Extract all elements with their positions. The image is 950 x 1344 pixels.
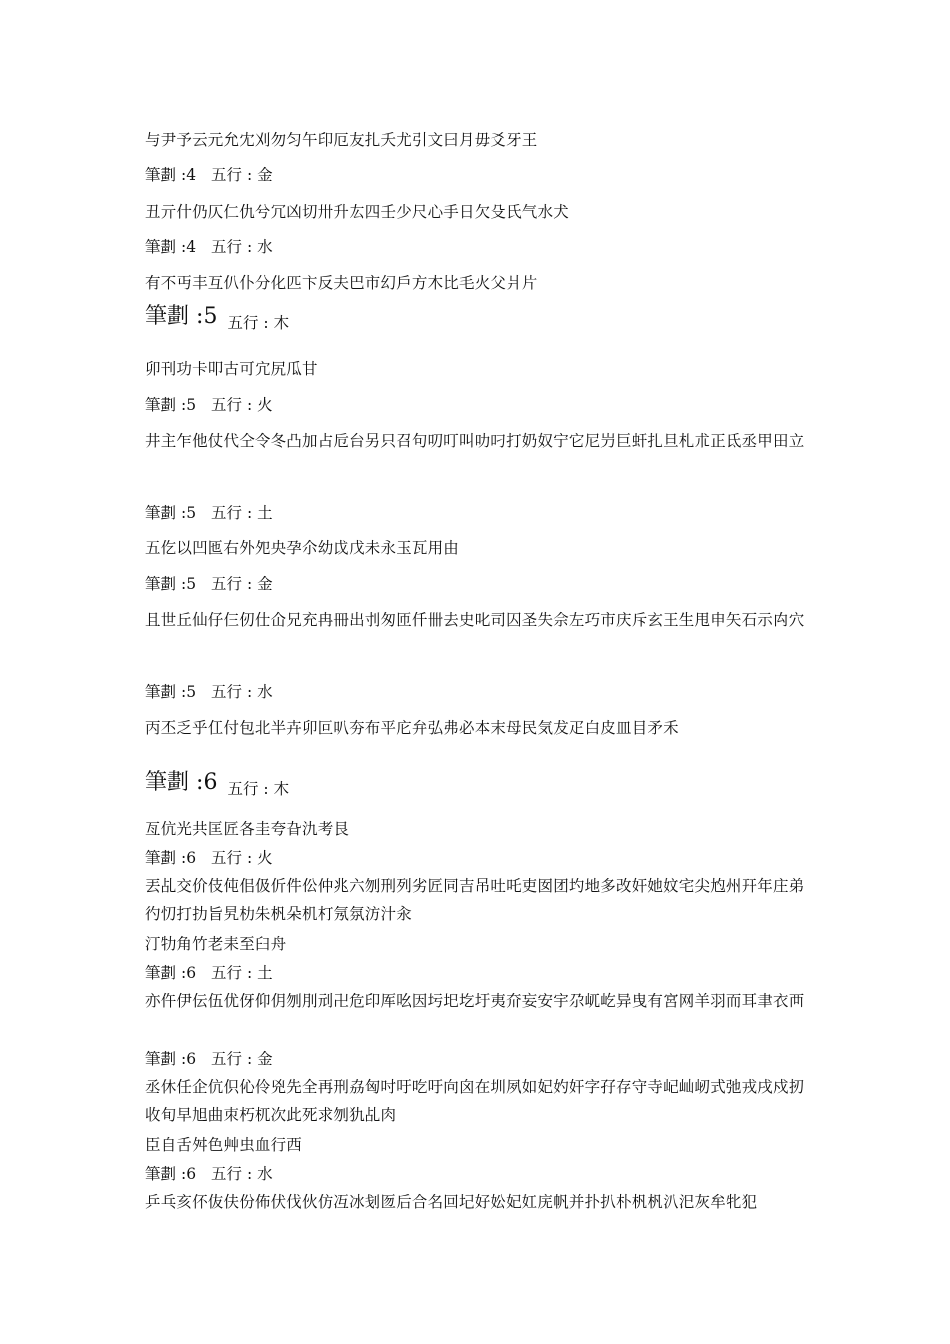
- label-sep: :: [246, 238, 253, 256]
- char-line: 井主乍他仗代仝令冬凸加占卮台另只召句叨叮叫叻叼打奶奴宁它尼屶巨虷扎旦札朮正氐丞甲田立: [145, 432, 805, 450]
- label-sep: :: [246, 166, 253, 184]
- stroke-label: [145, 685, 273, 701]
- char-line: 与尹予云元允冘刈勿匀午印厄友扎夭尤引文曰月毋爻牙王: [145, 131, 538, 149]
- stroke-heading: [145, 304, 290, 332]
- label-elem: 金: [257, 575, 273, 593]
- label-colon: :: [196, 304, 204, 329]
- label-colon: :: [180, 964, 187, 982]
- label-num: 6: [186, 1050, 197, 1068]
- label-bihua: 筆劃: [145, 396, 177, 414]
- label-num: 6: [186, 849, 197, 867]
- label-bihua: 筆劃: [145, 683, 177, 701]
- stroke-label: [145, 240, 273, 256]
- label-sep: :: [246, 849, 253, 867]
- char-line: 丑亓什仍仄仁仇兮冗凶切卅升厷四壬少尺心手日欠殳氏气水犬: [145, 203, 569, 221]
- label-bihua: 筆劃: [145, 238, 177, 256]
- label-wuxing: 五行: [211, 1165, 243, 1183]
- label-num: 6: [186, 964, 197, 982]
- label-colon: :: [180, 504, 187, 522]
- label-sep: :: [246, 964, 253, 982]
- char-line: 亙伉光共匡匠各圭夸旮氿考艮: [145, 820, 350, 838]
- label-sep: :: [246, 683, 253, 701]
- label-bihua: 筆劃: [145, 964, 177, 982]
- label-colon: :: [180, 1165, 187, 1183]
- label-bihua: 筆劃: [145, 166, 177, 184]
- label-elem: 土: [257, 964, 273, 982]
- label-colon: :: [180, 849, 187, 867]
- label-wuxing: 五行: [211, 1050, 243, 1068]
- char-line: 臣自舌舛色艸虫血行西: [145, 1136, 303, 1154]
- label-elem: 火: [257, 849, 273, 867]
- label-wuxing: 五行: [211, 849, 243, 867]
- char-line: 丟乩交价伎伅佀伋伒件伀仲兆六刎刑列劣匠同吉吊吐吒吏囡团圴地多改奸她妏宅尖尥州幵年庄弟彴忉打扐旨旯朸朱杋朵机朾氖氛汸汁汆: [145, 877, 805, 923]
- label-num: 6: [203, 770, 218, 795]
- label-colon: :: [180, 396, 187, 414]
- label-num: 5: [186, 396, 197, 414]
- label-elem: 土: [257, 504, 273, 522]
- stroke-label: [145, 506, 273, 522]
- label-num: 5: [186, 504, 197, 522]
- char-line: 乒乓亥伓伖伕份佈伏伐伙仿冱冰刬匢后合名回圮好妐妃妅庑帆并扑扒朴杋杋汃汜灰牟牝犯: [145, 1193, 758, 1211]
- label-colon: :: [180, 166, 187, 184]
- char-line: 丙丕乏乎仜付包北半卉卯叵叭夯布平庀弁弘弗必本末母民気犮疋白皮皿目矛禾: [145, 719, 679, 737]
- char-line: 丞休任企伉伿伈伶兇先全再刑劦匈吋吁吃吁向囟在圳夙如妃妁奸字孖存守寺屺屾屻式弛戎戌戍扨收旬早旭曲朿朽杌次此死求刎犰乩肉: [145, 1078, 805, 1124]
- label-num: 5: [186, 683, 197, 701]
- label-num: 5: [203, 304, 218, 329]
- label-elem: 水: [257, 1165, 273, 1183]
- stroke-label: [145, 1052, 273, 1068]
- label-bihua: 筆劃: [145, 575, 177, 593]
- label-bihua: 筆劃: [145, 770, 190, 795]
- label-num: 5: [186, 575, 197, 593]
- char-line: 五仡以凹匜右外夗央孕尒幼戉戊未永玉瓦用由: [145, 539, 460, 557]
- label-sep: :: [246, 504, 253, 522]
- stroke-label: [145, 851, 273, 867]
- char-line: 卯刊功卡叩古可宂尻瓜甘: [145, 360, 318, 378]
- label-bihua: 筆劃: [145, 304, 190, 329]
- stroke-label: [145, 966, 273, 982]
- label-elem: 木: [273, 314, 290, 332]
- label-elem: 水: [257, 238, 273, 256]
- label-num: 4: [186, 166, 197, 184]
- label-elem: 水: [257, 683, 273, 701]
- label-wuxing: 五行: [227, 780, 259, 798]
- label-num: 4: [186, 238, 197, 256]
- label-wuxing: 五行: [211, 575, 243, 593]
- stroke-heading: [145, 770, 290, 798]
- label-elem: 金: [257, 1050, 273, 1068]
- label-colon: :: [180, 575, 187, 593]
- label-wuxing: 五行: [211, 683, 243, 701]
- label-elem: 金: [257, 166, 273, 184]
- stroke-label: [145, 398, 273, 414]
- label-bihua: 筆劃: [145, 1050, 177, 1068]
- char-line: 有不丏丰互仈仆分化匹卞反夫巴市幻戶方木比毛火父爿片: [145, 274, 538, 292]
- char-line: 且世丘仙仔仨仞仕仚兄充冉冊出刌匆匝仟卌去史叱司囚圣失佘左巧市庆斥玄王生甩申矢石示禸穴: [145, 611, 805, 629]
- label-sep: :: [246, 1050, 253, 1068]
- label-wuxing: 五行: [211, 964, 243, 982]
- label-sep: :: [246, 1165, 253, 1183]
- label-bihua: 筆劃: [145, 849, 177, 867]
- label-sep: :: [263, 314, 269, 332]
- char-line: 汀牞角竹老耒至臼舟: [145, 935, 287, 953]
- label-sep: :: [263, 780, 269, 798]
- label-bihua: 筆劃: [145, 504, 177, 522]
- char-line: 亦仵伊伝伍优伢仰仴刎刖刓卍危印厍吆因圬圯圪圩夷夼妄安宇尕屼屹异曳有宮网羊羽而耳聿衣襾: [145, 992, 805, 1010]
- label-bihua: 筆劃: [145, 1165, 177, 1183]
- label-sep: :: [246, 575, 253, 593]
- stroke-label: [145, 1167, 273, 1183]
- label-colon: :: [180, 683, 187, 701]
- label-sep: :: [246, 396, 253, 414]
- stroke-label: [145, 168, 273, 184]
- label-elem: 火: [257, 396, 273, 414]
- label-wuxing: 五行: [211, 504, 243, 522]
- label-wuxing: 五行: [227, 314, 259, 332]
- label-elem: 木: [273, 780, 290, 798]
- label-colon: :: [196, 770, 204, 795]
- stroke-label: [145, 577, 273, 593]
- label-wuxing: 五行: [211, 166, 243, 184]
- label-num: 6: [186, 1165, 197, 1183]
- label-wuxing: 五行: [211, 238, 243, 256]
- label-colon: :: [180, 238, 187, 256]
- label-wuxing: 五行: [211, 396, 243, 414]
- label-colon: :: [180, 1050, 187, 1068]
